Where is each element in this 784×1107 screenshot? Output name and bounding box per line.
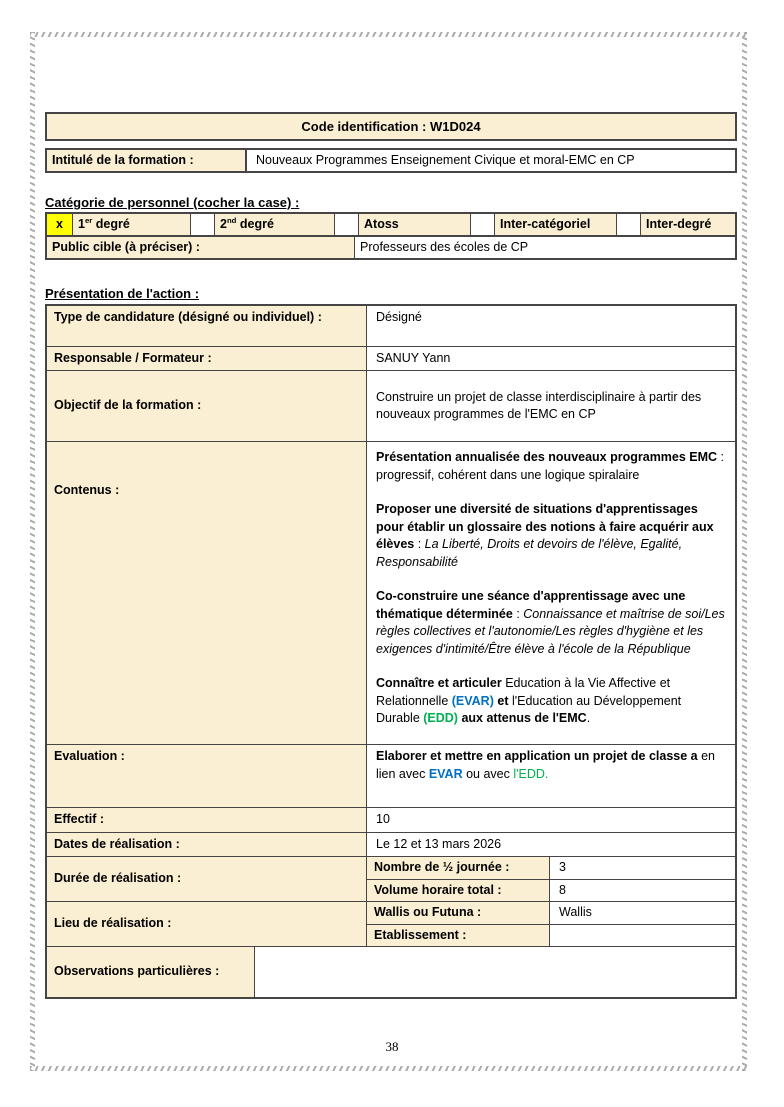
categorie-options-row: [47, 214, 735, 235]
lieu-realisation-subtable: [367, 902, 735, 946]
dates-realisation-value: Le 12 et 13 mars 2026: [367, 833, 735, 857]
checkbox-1er-degre: x: [47, 214, 72, 235]
type-candidature-value: Désigné: [367, 306, 735, 346]
public-cible-label: Public cible (à préciser) :: [47, 237, 354, 258]
category-option-inter-categoriel: Inter-catégoriel: [494, 214, 616, 235]
category-option-inter-degre: Inter-degré: [640, 214, 735, 235]
duree-realisation-subtable: [367, 857, 735, 901]
wallis-futuna-row: [367, 902, 735, 924]
evaluation-row: [47, 744, 735, 807]
effectif-label: Effectif :: [47, 808, 367, 832]
volume-horaire-label: Volume horaire total :: [367, 880, 550, 902]
decorative-border-left: [30, 32, 35, 1071]
duree-realisation-label: Durée de réalisation :: [47, 857, 367, 901]
checkbox-inter-degre: [616, 214, 640, 235]
etablissement-value: [550, 925, 735, 947]
contenus-row: [47, 441, 735, 744]
volume-horaire-value: 8: [550, 880, 735, 902]
observations-value: [255, 947, 735, 997]
decorative-border-bottom: [30, 1066, 747, 1071]
intitule-formation-row: [45, 148, 737, 173]
code-identification-header: [45, 112, 737, 141]
dates-realisation-label: Dates de réalisation :: [47, 833, 367, 857]
wallis-futuna-value: Wallis: [550, 902, 735, 924]
dates-realisation-row: [47, 832, 735, 857]
public-cible-value: Professeurs des écoles de CP: [354, 237, 735, 258]
nombre-demi-journee-row: [367, 857, 735, 879]
document-page: [45, 0, 737, 999]
contenus-label: Contenus :: [47, 442, 367, 744]
page-number: 38: [385, 1039, 399, 1054]
responsable-formateur-label: Responsable / Formateur :: [47, 347, 367, 371]
categorie-personnel-table: [45, 212, 737, 260]
checkbox-atoss: [334, 214, 358, 235]
effectif-value: 10: [367, 808, 735, 832]
checkbox-2nd-degre: [190, 214, 214, 235]
evaluation-value: Elaborer et mettre en application un projet de classe a en lien avec EVAR ou avec l'EDD.: [367, 745, 735, 807]
presentation-action-table: [45, 304, 737, 1000]
categorie-personnel-heading: Catégorie de personnel (cocher la case) :: [45, 194, 300, 210]
checkbox-inter-categoriel: [470, 214, 494, 235]
lieu-realisation-row: [47, 901, 735, 946]
evaluation-label: Evaluation :: [47, 745, 367, 807]
wallis-futuna-label: Wallis ou Futuna :: [367, 902, 550, 924]
effectif-row: [47, 807, 735, 832]
nombre-demi-journee-label: Nombre de ½ journée :: [367, 857, 550, 879]
objectif-formation-label: Objectif de la formation :: [47, 371, 367, 441]
responsable-formateur-row: [47, 346, 735, 371]
objectif-formation-row: [47, 370, 735, 441]
code-identification-text: Code identification : W1D024: [301, 119, 481, 134]
contenus-value: Présentation annualisée des nouveaux programmes EMC : progressif, cohérent dans une logique spiralaire Proposer une diversité de situations d'apprentissages pour établir un glossaire des notions à faire acquérir aux élèves : La Liberté, Droits et devoirs de l'élève, Egalité, Responsabilité Co-construire une séance d'apprentissage avec une thématique déterminée : Connaissance et maîtrise de soi/Les règles collectives et l'autonomie/Les règles d'hygiène et les exigences d'intimité/Être élève à l'école de la République Connaître et articuler Education à la Vie Affective et Relationnelle (EVAR) et l'Education au Développement Durable (EDD) aux attenus de l'EMC.: [367, 442, 735, 744]
presentation-action-heading: Présentation de l'action :: [45, 285, 200, 301]
type-candidature-label: Type de candidature (désigné ou individuel) :: [47, 306, 367, 346]
observations-label: Observations particulières :: [47, 947, 255, 997]
public-cible-row: [47, 235, 735, 258]
duree-realisation-row: [47, 856, 735, 901]
decorative-border-right: [742, 32, 747, 1071]
volume-horaire-row: [367, 879, 735, 902]
lieu-realisation-label: Lieu de réalisation :: [47, 902, 367, 946]
objectif-formation-value: Construire un projet de classe interdisciplinaire à partir des nouveaux programmes de l'EMC en CP: [367, 371, 735, 441]
etablissement-row: [367, 924, 735, 947]
responsable-formateur-value: SANUY Yann: [367, 347, 735, 371]
category-option-atoss: Atoss: [358, 214, 470, 235]
nombre-demi-journee-value: 3: [550, 857, 735, 879]
etablissement-label: Etablissement :: [367, 925, 550, 947]
intitule-formation-label: Intitulé de la formation :: [47, 150, 247, 171]
type-candidature-row: [47, 306, 735, 346]
intitule-formation-value: Nouveaux Programmes Enseignement Civique et moral-EMC en CP: [256, 153, 635, 167]
observations-row: [47, 946, 735, 997]
category-option-1er-degre: 1er degré: [72, 214, 190, 235]
category-option-2nd-degre: 2nd degré: [214, 214, 334, 235]
